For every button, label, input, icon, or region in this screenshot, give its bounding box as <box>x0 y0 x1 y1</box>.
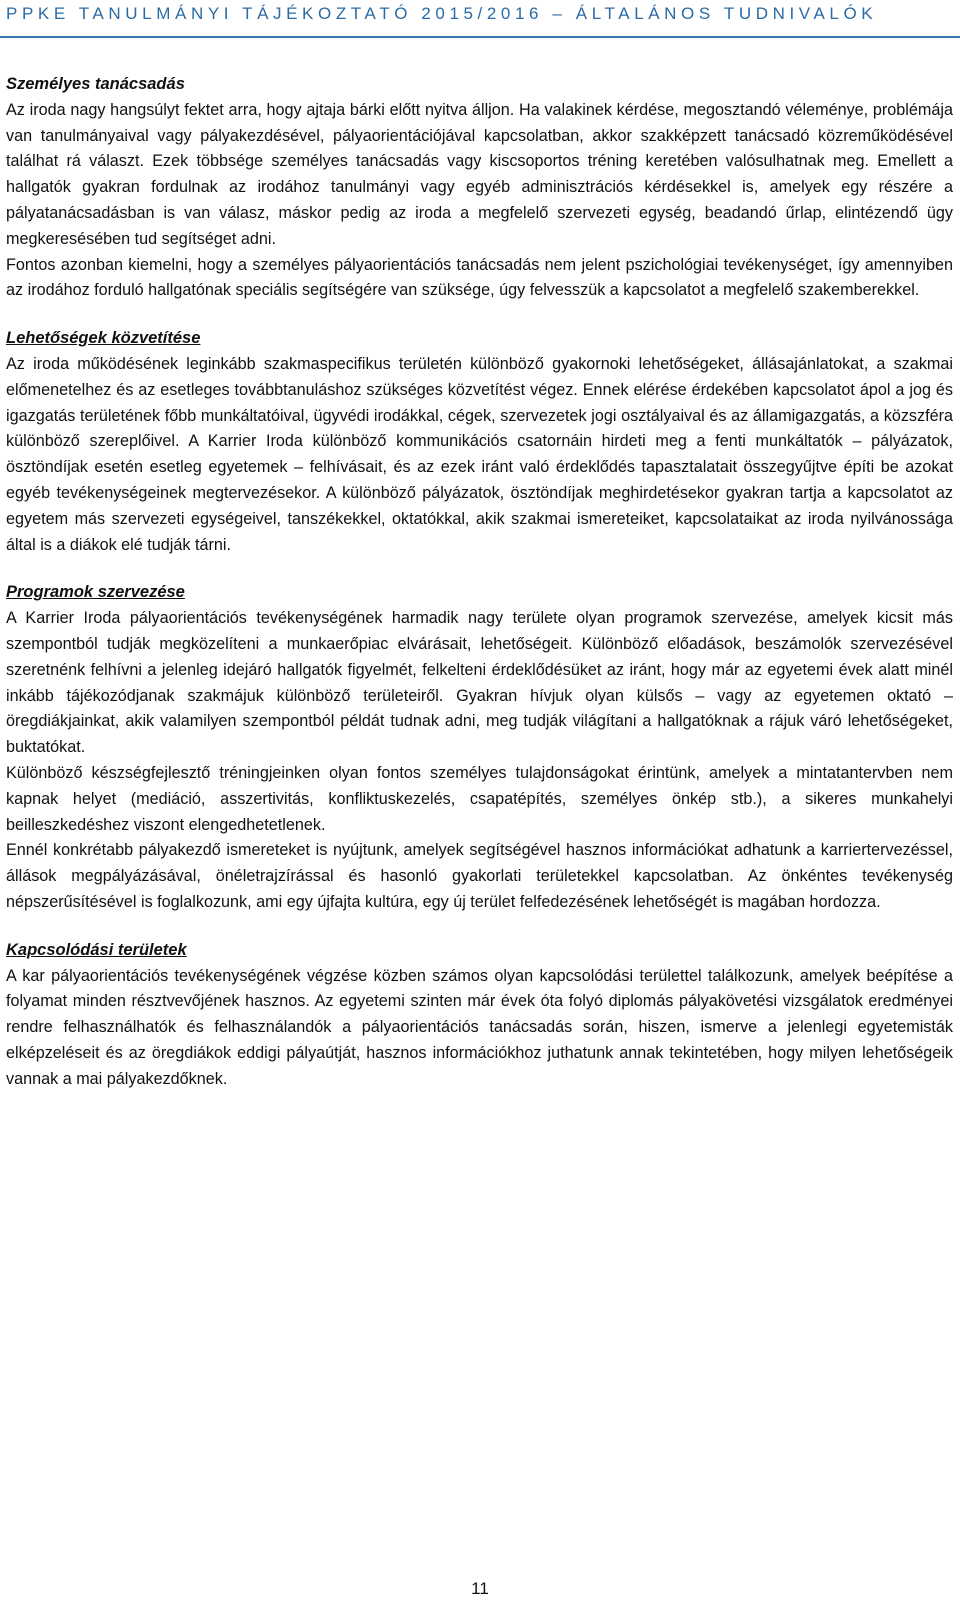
section-title: Programok szervezése <box>6 583 185 602</box>
paragraph: Fontos azonban kiemelni, hogy a személyes pályaorientációs tanácsadás nem jelent pszichológiai tevékenységet, így amennyiben az irodához forduló hallgatónak speciális segítségére van szüksége, úgy felvesszük a kapcsolatot a megfelelő szakemberekkel. <box>6 255 953 300</box>
paragraph: Az iroda működésének leginkább szakmaspecifikus területén különböző gyakornoki lehetőségeket, állásajánlatokat, a szakmai előmenetelhez és az esetleges továbbtanuláshoz szükséges közvetítést végez. Ennek elérése érdekében kapcsolatot ápol a jog és igazgatás területének főbb munkáltatóival, ügyvédi irodákkal, cégek, szervezetek jogi osztályaival és az államigazgatás, a közszféra különböző szereplőivel. A Karrier Iroda különböző kommunikációs csatornáin hirdeti meg a fenti munkáltatók – pályázatok, ösztöndíjak esetén esetleg egyetemek – felhívásait, és az ezek iránt való érdeklődés tapasztalatait összegyűjtve építi be azokat egyéb tevékenységeinek megtervezésekor. A különböző pályázatok, ösztöndíjak meghirdetésekor gyakran tartja a kapcsolatot az egyetem más szervezeti egységeivel, tanszékekkel, oktatókkal, akik szakmai ismereteiket, kapcsolataikat az iroda nyilvánossága által is a diákok elé tudják tárni. <box>6 354 953 554</box>
document-body <box>6 72 953 1114</box>
page-number: 11 <box>471 1579 489 1598</box>
section-lehetosegek-kozvetitese <box>6 326 953 558</box>
paragraph: Ennél konkrétabb pályakezdő ismereteket is nyújtunk, amelyek segítségével hasznos információkat adhatunk a karriertervezéssel, állások megpályázásával, önéletrajzírással és hasonló gyakorlati területekkel kapcsolatban. Az önkéntes tevékenység népszerűsítésével is foglalkozunk, ami egy újfajta kultúra, egy új terület felfedezésének lehetőségét is magában hordozza. <box>6 841 953 911</box>
paragraph: Az iroda nagy hangsúlyt fektet arra, hogy ajtaja bárki előtt nyitva álljon. Ha valakinek kérdése, megosztandó véleménye, problémája van tanulmányaival vagy pályakezdésével, pályaorientációjával kapcsolatban, akkor szakképzett tanácsadó közreműködésével találhat rá választ. Ezek többsége személyes tanácsadás vagy kiscsoportos tréning keretében valósulhatnak meg. Emellett a hallgatók gyakran fordulnak az irodához tanulmányi vagy egyéb adminisztrációs kérdésekkel is, amelyek egy részére a pályatanácsadásban is van válasz, máskor pedig az iroda a megfelelő szervezeti egység, beadandó űrlap, elintézendő ügy megkeresésében tud segítséget adni. <box>6 100 953 248</box>
section-title: Személyes tanácsadás <box>6 75 185 93</box>
header-rule <box>0 36 960 38</box>
paragraph: Különböző készségfejlesztő tréningjeinken olyan fontos személyes tulajdonságokat érintünk, amelyek a mintatantervben nem kapnak helyet (mediáció, asszertivitás, konfliktuskezelés, csapatépítés, személyes önkép stb.), a sikeres munkahelyi beilleszkedéshez viszont elengedhetetlenek. <box>6 763 953 834</box>
section-title: Lehetőségek közvetítése <box>6 329 201 348</box>
section-kapcsolodasi-teruletek <box>6 938 953 1093</box>
running-header: PPKE TANULMÁNYI TÁJÉKOZTATÓ 2015/2016 – ÁLTALÁNOS TUDNIVALÓK <box>6 4 878 23</box>
section-szemelyes-tanacsadas <box>6 72 953 304</box>
section-title: Kapcsolódási területek <box>6 940 187 959</box>
paragraph: A kar pályaorientációs tevékenységének végzése közben számos olyan kapcsolódási területtel találkozunk, amelyek beépítése a folyamat minden résztvevőjének hasznos. Az egyetemi szinten már évek óta folyó diplomás pályakövetési vizsgálatok eredményei rendre felhasználhatók és felhasználandók a pályaorientációs tanácsadás során, hiszen, ismerve a jelenlegi egyetemisták elképzeléseit és az öregdiákok eddigi pályaútját, hasznos információkhoz juthatunk annak tekintetében, hogy milyen lehetőségeik vannak a mai pályakezdőknek. <box>6 966 953 1088</box>
section-programok-szervezese <box>6 580 953 915</box>
paragraph: A Karrier Iroda pályaorientációs tevékenységének harmadik nagy területe olyan programok szervezése, amelyek kicsit más szempontból tudják megközelíteni a munkaerőpiac elvárásait, lehetőségeit. Különböző előadások, beszámolók szervezésével szeretnénk felhívni a jelenleg idejáró hallgatók figyelmét, felkelteni érdeklődésüket az iránt, hogy már az egyetemi évek alatt minél inkább tájékozódjanak szakmájuk különböző területeiről. Gyakran hívjuk olyan külsős – vagy az egyetemen oktató – öregdiákjainkat, akik valamilyen szempontból példát tudnak adni, meg tudják világítani a hallgatóknak a rájuk váró lehetőségeket, buktatókat. <box>6 609 953 757</box>
